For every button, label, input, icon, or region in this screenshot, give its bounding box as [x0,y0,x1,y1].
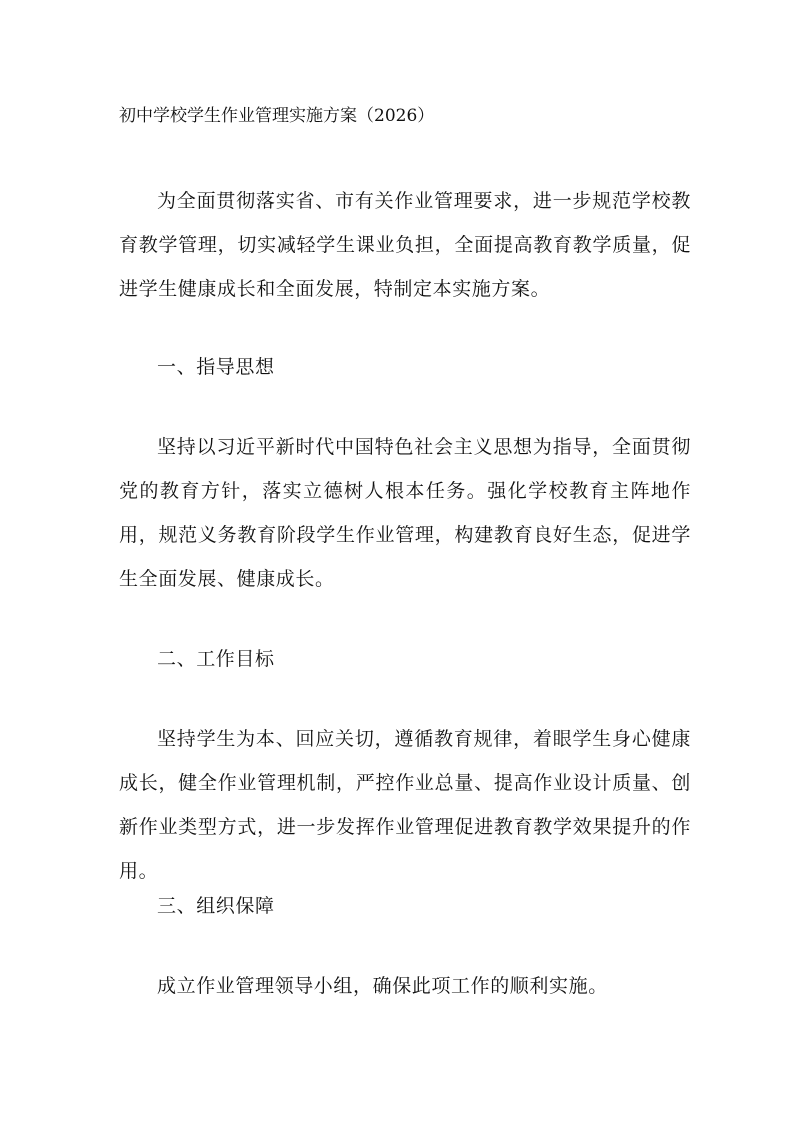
section-body-guiding-ideology: 坚持以习近平新时代中国特色社会主义思想为指导，全面贯彻党的教育方针，落实立德树人根本任务。强化学校教育主阵地作用，规范义务教育阶段学生作业管理，构建教育良好生态，促进学生全面发展、健康成长。 [119,436,691,590]
intro-paragraph: 为全面贯彻落实省、市有关作业管理要求，进一步规范学校教育教学管理，切实减轻学生课业负担，全面提高教育教学质量，促进学生健康成长和全面发展，特制定本实施方案。 [119,190,691,300]
document-title: 初中学校学生作业管理实施方案（2026） [119,106,435,126]
section-heading-guiding-ideology: 一、指导思想 [157,356,275,378]
section-heading-organization: 三、组织保障 [157,895,275,917]
section-body-organization: 成立作业管理领导小组，确保此项工作的顺利实施。 [157,975,608,997]
section-body-work-goals: 坚持学生为本、回应关切，遵循教育规律，着眼学生身心健康成长，健全作业管理机制，严控作业总量、提高作业设计质量、创新作业类型方式，进一步发挥作业管理促进教育教学效果提升的作用。 [119,728,691,882]
section-heading-work-goals: 二、工作目标 [157,648,275,670]
